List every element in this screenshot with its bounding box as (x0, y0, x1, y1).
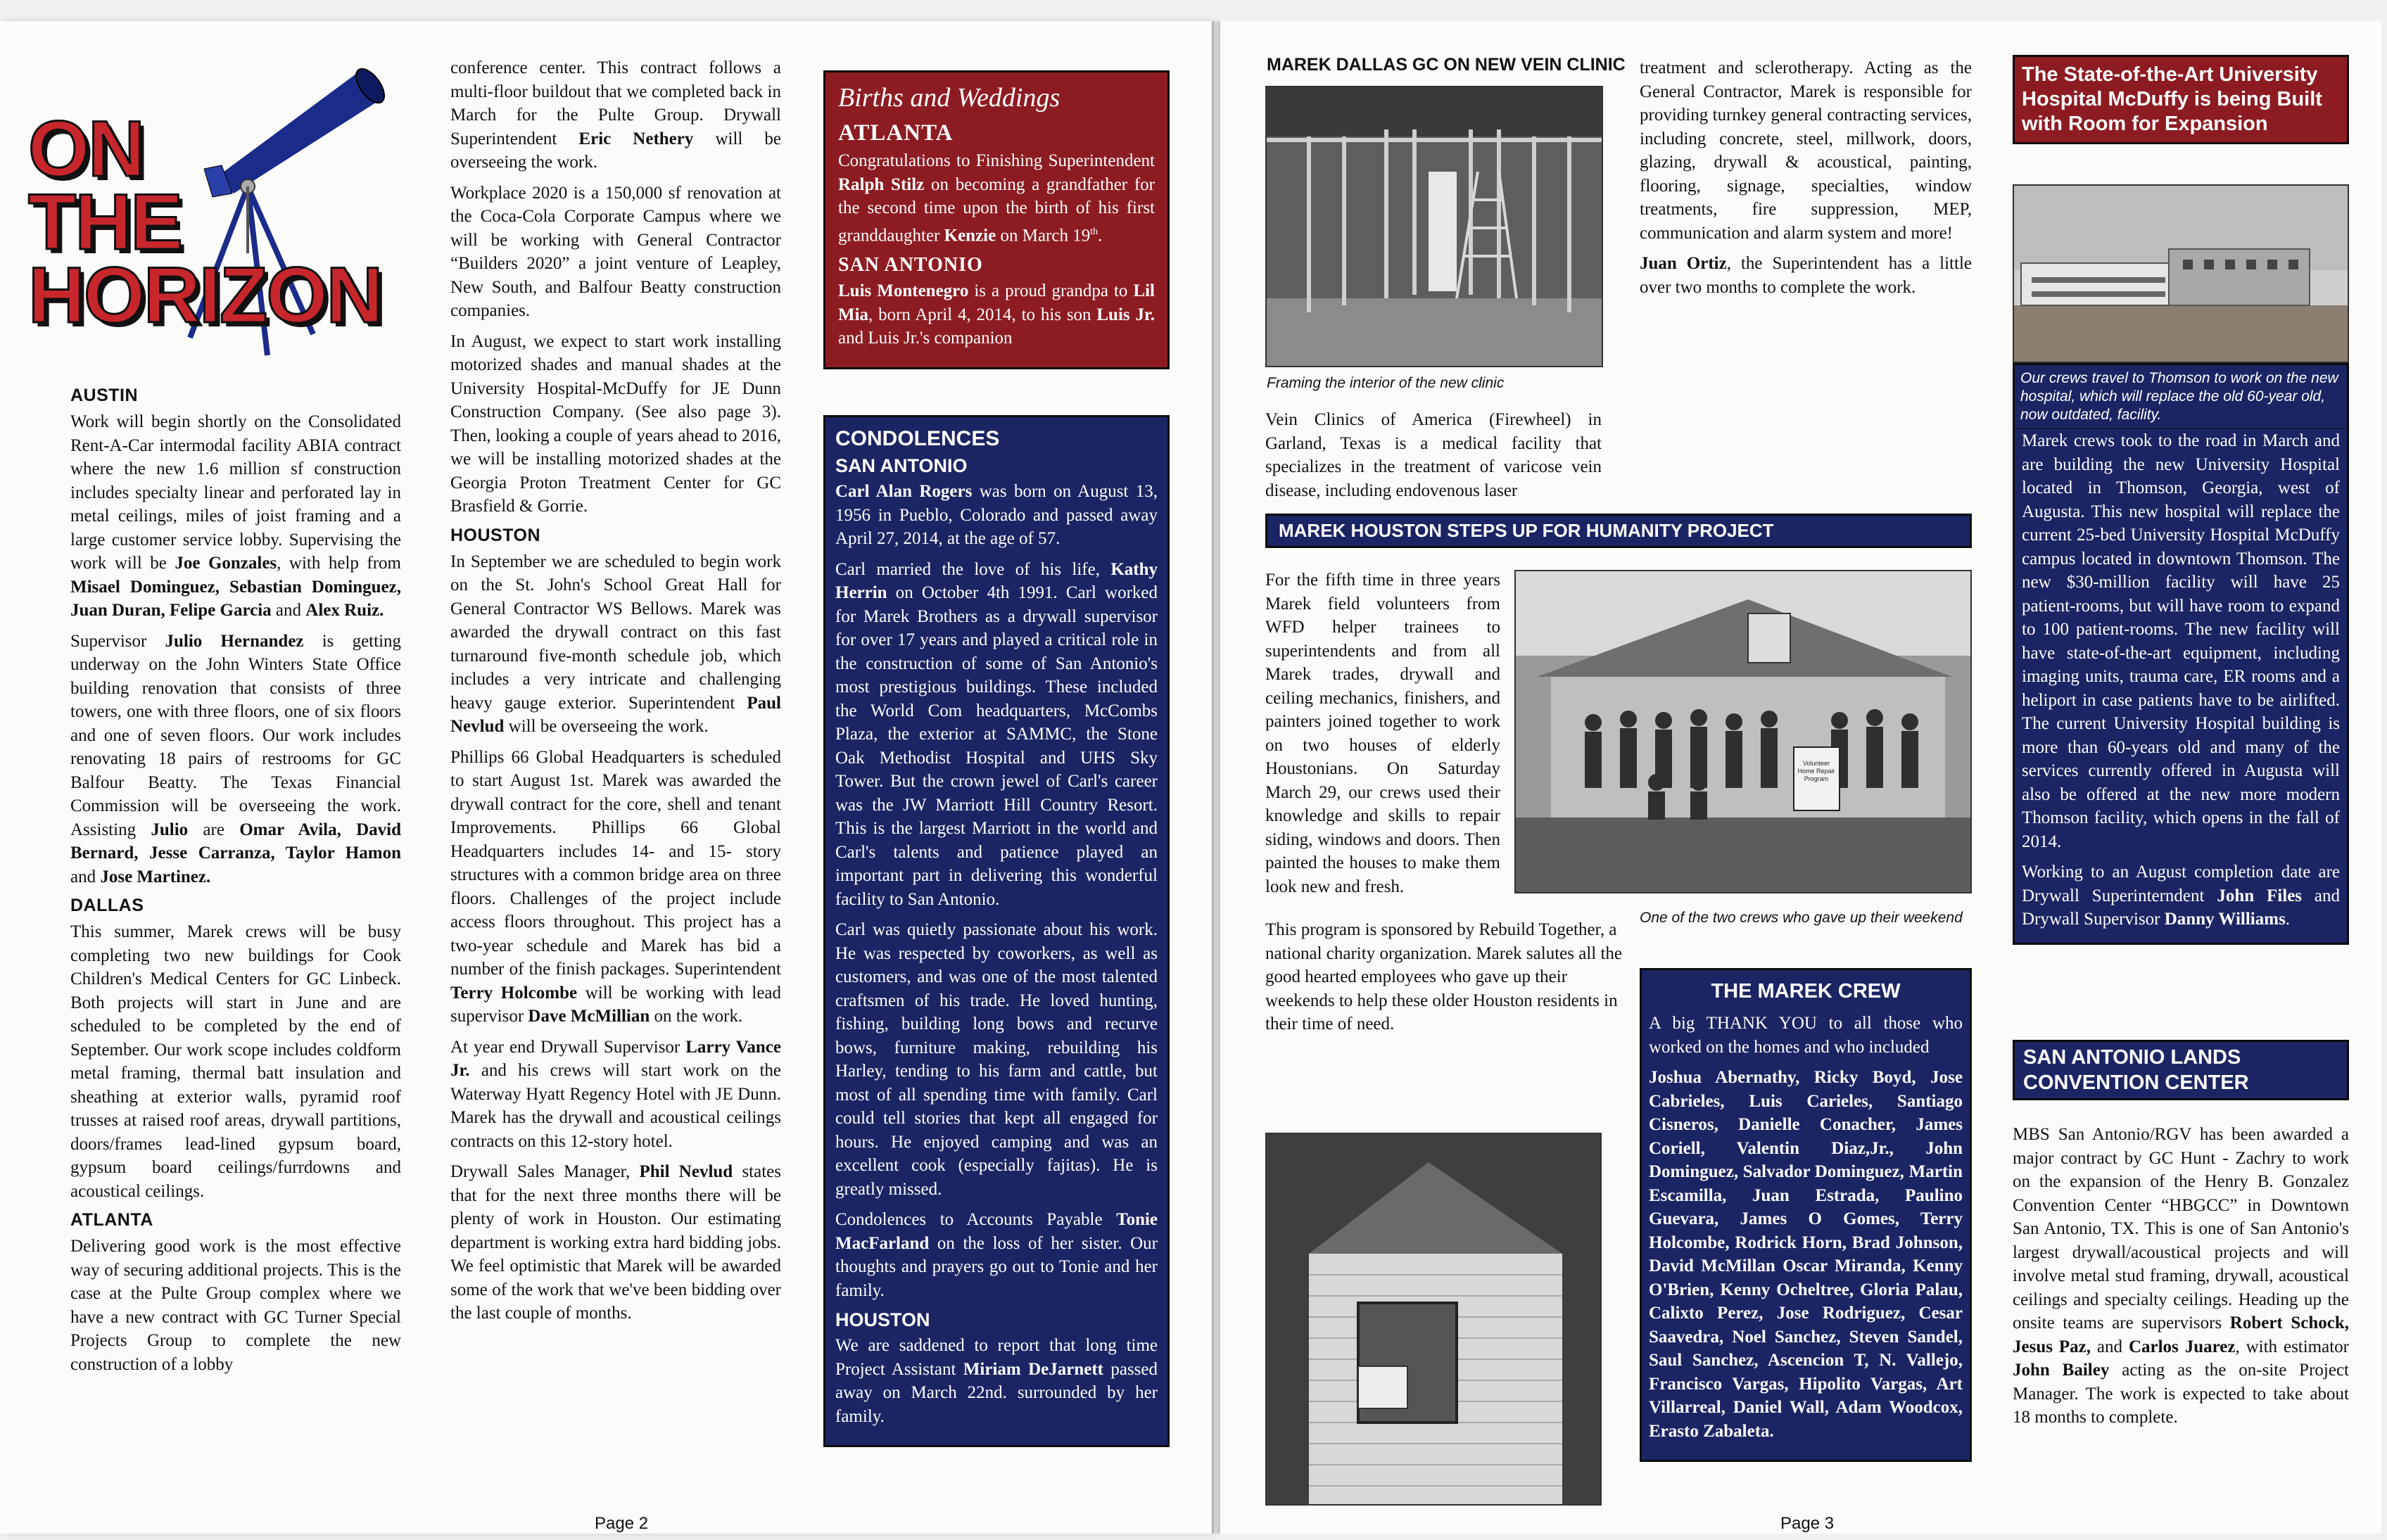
dallas-clinic-paragraph-3: Juan Ortiz, the Superintendent has a little over two months to complete the work. (1640, 254, 1972, 297)
left-column-1 (70, 381, 401, 1383)
condolences-paragraph-1: Carl Alan Rogers was born on August 13, 1956 in Pueblo, Colorado and passed away April 27, 2014, at the age of 57. (835, 482, 1158, 548)
hospital-title: The State-of-the-Art University Hospital McDuffy is being Built with Room for Expansion (2022, 63, 2322, 135)
condolences-paragraph-4: Condolences to Accounts Payable Tonie MacFarland on the loss of her sister. Our thoughts and prayers go out to Tonie and her family. (835, 1210, 1158, 1300)
house-siding-illustration (1267, 1134, 1602, 1506)
births-atlanta-heading: ATLANTA (838, 120, 954, 146)
page-2 (0, 21, 1212, 1534)
houston-humanity-title: MAREK HOUSTON STEPS UP FOR HUMANITY PROJECT (1265, 514, 1972, 548)
births-san-antonio-paragraph: Luis Montenegro is a proud grandpa to Lil Mia, born April 4, 2014, to his son Luis Jr. and Luis Jr.'s companion (838, 281, 1155, 348)
sales-manager-paragraph: Drywall Sales Manager, Phil Nevlud states that for the next three months there will be plenty of work in Houston. Our estimating department is working extra hard bidding jobs. We feel optimistic that Marek will be awarded some of the work that we've been bidding over the last couple of months. (450, 1162, 781, 1323)
births-atlanta-paragraph: Congratulations to Finishing Superintendent Ralph Stilz on becoming a grandfather for the second time upon the birth of his first granddaughter Kenzie on March 19th. (838, 151, 1155, 245)
hospital-photo (2013, 184, 2349, 363)
marek-crew-intro: A big THANK YOU to all those who worked on the homes and who included (1649, 1014, 1963, 1057)
houston-humanity-text-bottom (1265, 918, 1630, 1043)
marek-crew-names: Joshua Abernathy, Ricky Boyd, Jose Cabrieles, Luis Carieles, Santiago Cisneros, Danielle Conacher, James Coriell, Valentin Diaz,Jr., John Dominguez, Salvador Dominguez, Martin Escamilla, Juan Estrada, Paulino Guevara, James O Gomes, Terry Holcombe, Rodrick Horn, Brad Johnson, David McMillan Oscar Miranda, Kenny O'Brien, Kenny Ocheltree, Gloria Palau, Calixto Perez, Jose Rodriguez, Cesar Saavedra, Noel Sanchez, Steven Sandel, Saul Sanchez, Ascencion T, N. Vallejo, Francisco Vargas, Hipolito Vargas, Art Villarreal, Daniel Wall, Adam Woodcox, Erasto Zabaleta. (1649, 1068, 1963, 1441)
hyatt-paragraph: At year end Drywall Supervisor Larry Vance Jr. and his crews will start work on the Waterway Hyatt Regency Hotel with JE Dunn. Marek has the drywall and acoustical ceilings contracts on this 12-story hotel. (450, 1037, 781, 1151)
title-line-3: HORIZON (28, 251, 382, 339)
houston-heading: HOUSTON (450, 525, 541, 545)
phillips-66-paragraph: Phillips 66 Global Headquarters is scheduled to start August 1st. Marek was awarded the drywall contract for the core, shell and tenant Improvements. Phillips 66 Global Headquarters includes 14- and 15- story structures with a common bridge area on three floors. Challenges of the project include access floors throughout. This project has a two-year schedule and Marek has bid a number of the finish packages. Superintendent Terry Holcombe will be working with lead supervisor Dave McMillian on the work. (450, 747, 782, 1026)
page-number-left: Page 2 (595, 1514, 649, 1533)
st-johns-paragraph: In September we are scheduled to begin work on the St. John's School Great Hall for General Contractor WS Bellows. Marek was awarded the drywall contract on this fast turnaround five-month schedule job, which includes a very intricate and challenging heavy gauge exterior. Superintendent Paul Nevlud will be overseeing the work. (450, 552, 781, 736)
atlanta-heading: ATLANTA (70, 1210, 153, 1230)
austin-paragraph-2: Supervisor Julio Hernandez is getting underway on the John Winters State Office building renovation that consists of three towers, one with three floors, one of six floors and one of seven floors. Our work includes renovating 18 pairs of restrooms for GC Balfour Beatty. The Texas Financial Commission will be overseeing the work. Assisting Julio are Omar Avila, David Bernard, Jesse Carranza, Taylor Hamon and Jose Martinez. (70, 631, 402, 886)
title-line-1: ON (28, 105, 144, 193)
hospital-paragraph-2: Working to an August completion date are Drywall Superinterndent John Files and Drywall Supervisor Danny Williams. (2022, 863, 2341, 929)
austin-paragraph-1: Work will begin shortly on the Consolidated Rent-A-Car intermodal facility ABIA contract where the new 1.6 million sf construction includes specialty linear and perforated lay in metal ceilings, miles of joist framing and a large customer service lobby. Supervising the work will be Joe Gonzales, with help from Misael Dominguez, Sebastian Dominguez, Juan Duran, Felipe Garcia and Alex Ruiz. (70, 412, 401, 620)
house-siding-photo (1265, 1133, 1602, 1506)
condolences-paragraph-5: We are saddened to report that long time Project Assistant Miriam DeJarnett passed away on March 22nd. surrounded by her family. (835, 1336, 1158, 1426)
houston-humanity-paragraph-2: This program is sponsored by Rebuild Together, a national charity organization. Marek salutes all the good hearted employees who gave up their weekends to help these older Houston residents in their time of need. (1265, 920, 1623, 1033)
hospital-title-box (2013, 55, 2349, 144)
page-fold (1212, 21, 1220, 1534)
births-san-antonio-heading: SAN ANTONIO (838, 254, 983, 276)
hospital-caption: Our crews travel to Thomson to work on the new hospital, which will replace the old 60-year old, now outdated, facility. (2020, 370, 2338, 423)
dallas-clinic-paragraph-1: Vein Clinics of America (Firewheel) in Garland, Texas is a medical facility that specializes in the treatment of varicose vein disease, including endovenous laser (1265, 410, 1602, 500)
atlanta-paragraph: Delivering good work is the most effective way of securing additional projects. This is the case at the Pulte Group complex where we have a new contract with GC Turner Special Projects Group to complete the new construction of a lobby (70, 1237, 401, 1374)
births-and-weddings-box (823, 70, 1170, 369)
san-antonio-title: SAN ANTONIO LANDS CONVENTION CENTER (2013, 1040, 2349, 1100)
houston-humanity-paragraph-1: For the fifth time in three years Marek field volunteers from WFD helper trainees to superintendents and from all Marek trades, drywall and ceiling mechanics, finishers, and painters joined together to work on two houses of elderly Houstonians. On Saturday March 29, our crews used their knowledge and skills to repair siding, windows and doors. Then painted the houses to make them look new and fresh. (1265, 571, 1500, 896)
houston-humanity-text-top (1265, 568, 1500, 905)
dallas-paragraph: This summer, Marek crews will be busy completing two new buildings for Cook Children's Medical Centers for GC Linbeck. Both projects will start in June and are scheduled to be completed by the end of September. Our work scope includes coldform metal framing, thermal batt insulation and sheathing at exterior walls, pyramid roof trusses at raised roof areas, drywall partitions, doors/frames lead-lined gypsum board, gypsum board ceilings/furrdowns and acoustical ceilings. (70, 922, 401, 1201)
houston-crew-photo (1514, 570, 1972, 893)
san-antonio-paragraph: MBS San Antonio/RGV has been awarded a major contract by GC Hunt - Zachry to work on the expansion of the Henry B. Gonzalez Convention Center “HBGCC” in Downtown San Antonio, TX. This is one of San Antonio's largest drywall/acoustical projects and will involve metal stud framing, drywall, acoustical ceilings and specialty ceilings. Heading up the onsite teams are supervisors Robert Schock, Jesus Paz, and Carlos Juarez, with estimator John Bailey acting as the on-site Project Manager. The work is expected to take about 18 months to complete. (2013, 1125, 2349, 1427)
condolences-paragraph-2: Carl married the love of his life, Kathy Herrin on October 4th 1991. Carl worked for Marek Brothers as a drywall supervisor for over 17 years and played a critical role in the construction of some of San Antonio's most prestigious buildings. These included the World Com headquarters, McCombs Plaza, the exterior at SAMMC, the Stone Oak Methodist Hospital and UHS Sky Tower. But the crown jewel of Carl's career was the JW Marriott Hill Country Resort. This is the largest Marriott in the world and Carl's talents and patience played an important part in delivering this wonderful facility to San Antonio. (835, 559, 1158, 909)
marek-crew-box (1640, 968, 1972, 1462)
condolences-box (823, 415, 1170, 1447)
motorized-shades-paragraph: In August, we expect to start work installing motorized shades and manual shades at the University Hospital-McDuffy for JE Dunn Construction Company. (See also page 3). Then, looking a couple of years ahead to 2016, we will be installing motorized shades at the Georgia Proton Treatment Center for GC Brasfield & Gorrie. (450, 331, 781, 516)
dallas-vein-clinic-title: MAREK DALLAS GC ON NEW VEIN CLINIC (1267, 55, 1626, 75)
condolences-houston-heading: HOUSTON (835, 1309, 930, 1330)
hospital-illustration (2014, 186, 2349, 363)
hospital-caption-box (2013, 363, 2349, 431)
dallas-clinic-text-1 (1265, 408, 1602, 509)
volunteer-sign-text: Volunteer Home Repair Program (1797, 760, 1835, 782)
hospital-paragraph-1: Marek crews took to the road in March and are building the new University Hospital located in Thomson, Georgia, west of Augusta. This new hospital will replace the current 25-bed University Hospital McDuffy campus located in downtown Thomson. The new $30-million facility will have 25 patient-rooms, but will have room to expand to 100 patient-rooms. The new facility will have state-of-the-art equipment, including imaging units, trauma care, ER rooms and a heliport in case patients have to be airlifted. The current University Hospital building is more than 60-years old and many of the services currently offered in Augusta will also be offered at the new more modern Thomson facility, which opens in the fall of 2014. (2022, 431, 2340, 851)
page-number-right: Page 3 (1780, 1514, 1835, 1533)
houston-crew-illustration (1516, 571, 1972, 893)
dallas-clinic-text-2 (1640, 56, 1972, 306)
dallas-clinic-paragraph-2: treatment and sclerotherapy. Acting as the General Contractor, Marek is responsible for providing turnkey general contracting services, including concrete, steel, millwork, doors, glazing, drywall & acoustical, painting, flooring, signage, specialties, window treatments, fire suppression, MEP, communication and alarm system and more! (1640, 58, 1972, 243)
atlanta-continued-paragraph: conference center. This contract follows a multi-floor buildout that we completed back in March for the Pulte Group. Drywall Superintendent Eric Nethery will be overseeing the work. (450, 58, 781, 172)
title-line-2: THE (28, 178, 182, 266)
marek-crew-title: THE MAREK CREW (1711, 980, 1901, 1003)
dallas-heading: DALLAS (70, 896, 144, 915)
clinic-framing-illustration (1267, 87, 1603, 367)
page-3 (1220, 21, 2381, 1534)
austin-heading: AUSTIN (70, 386, 139, 405)
condolences-paragraph-3: Carl was quietly passionate about his work. He was respected by coworkers, as well as customers, and was one of the most talented craftsmen of his trade. He loved hunting, fishing, building long bows and recurve bows, furniture making, rebuilding his Harley, tending to his farm and cattle, but most of all spending time with family. Carl could tell stories that kept all engaged for hours. He enjoyed camping and was an excellent cook (especially fajitas). He is greatly missed. (835, 920, 1158, 1199)
condolences-san-antonio-heading: SAN ANTONIO (835, 455, 968, 476)
condolences-title: CONDOLENCES (835, 427, 1000, 450)
clinic-framing-photo (1265, 86, 1603, 367)
left-column-2 (450, 56, 781, 1332)
san-antonio-text (2013, 1123, 2349, 1437)
workplace-2020-paragraph: Workplace 2020 is a 150,000 sf renovation at the Coca-Cola Corporate Campus where we will be working with General Contractor “Builders 2020” a joint venture of Leapley, New South, and Balfour Beatty construction companies. (450, 183, 781, 320)
births-title: Births and Weddings (838, 83, 1060, 113)
hospital-text-box (2013, 429, 2349, 945)
title-on-the-horizon (28, 105, 382, 339)
clinic-photo-caption: Framing the interior of the new clinic (1267, 375, 1505, 391)
houston-photo-caption: One of the two crews who gave up their weekend (1640, 910, 1963, 926)
